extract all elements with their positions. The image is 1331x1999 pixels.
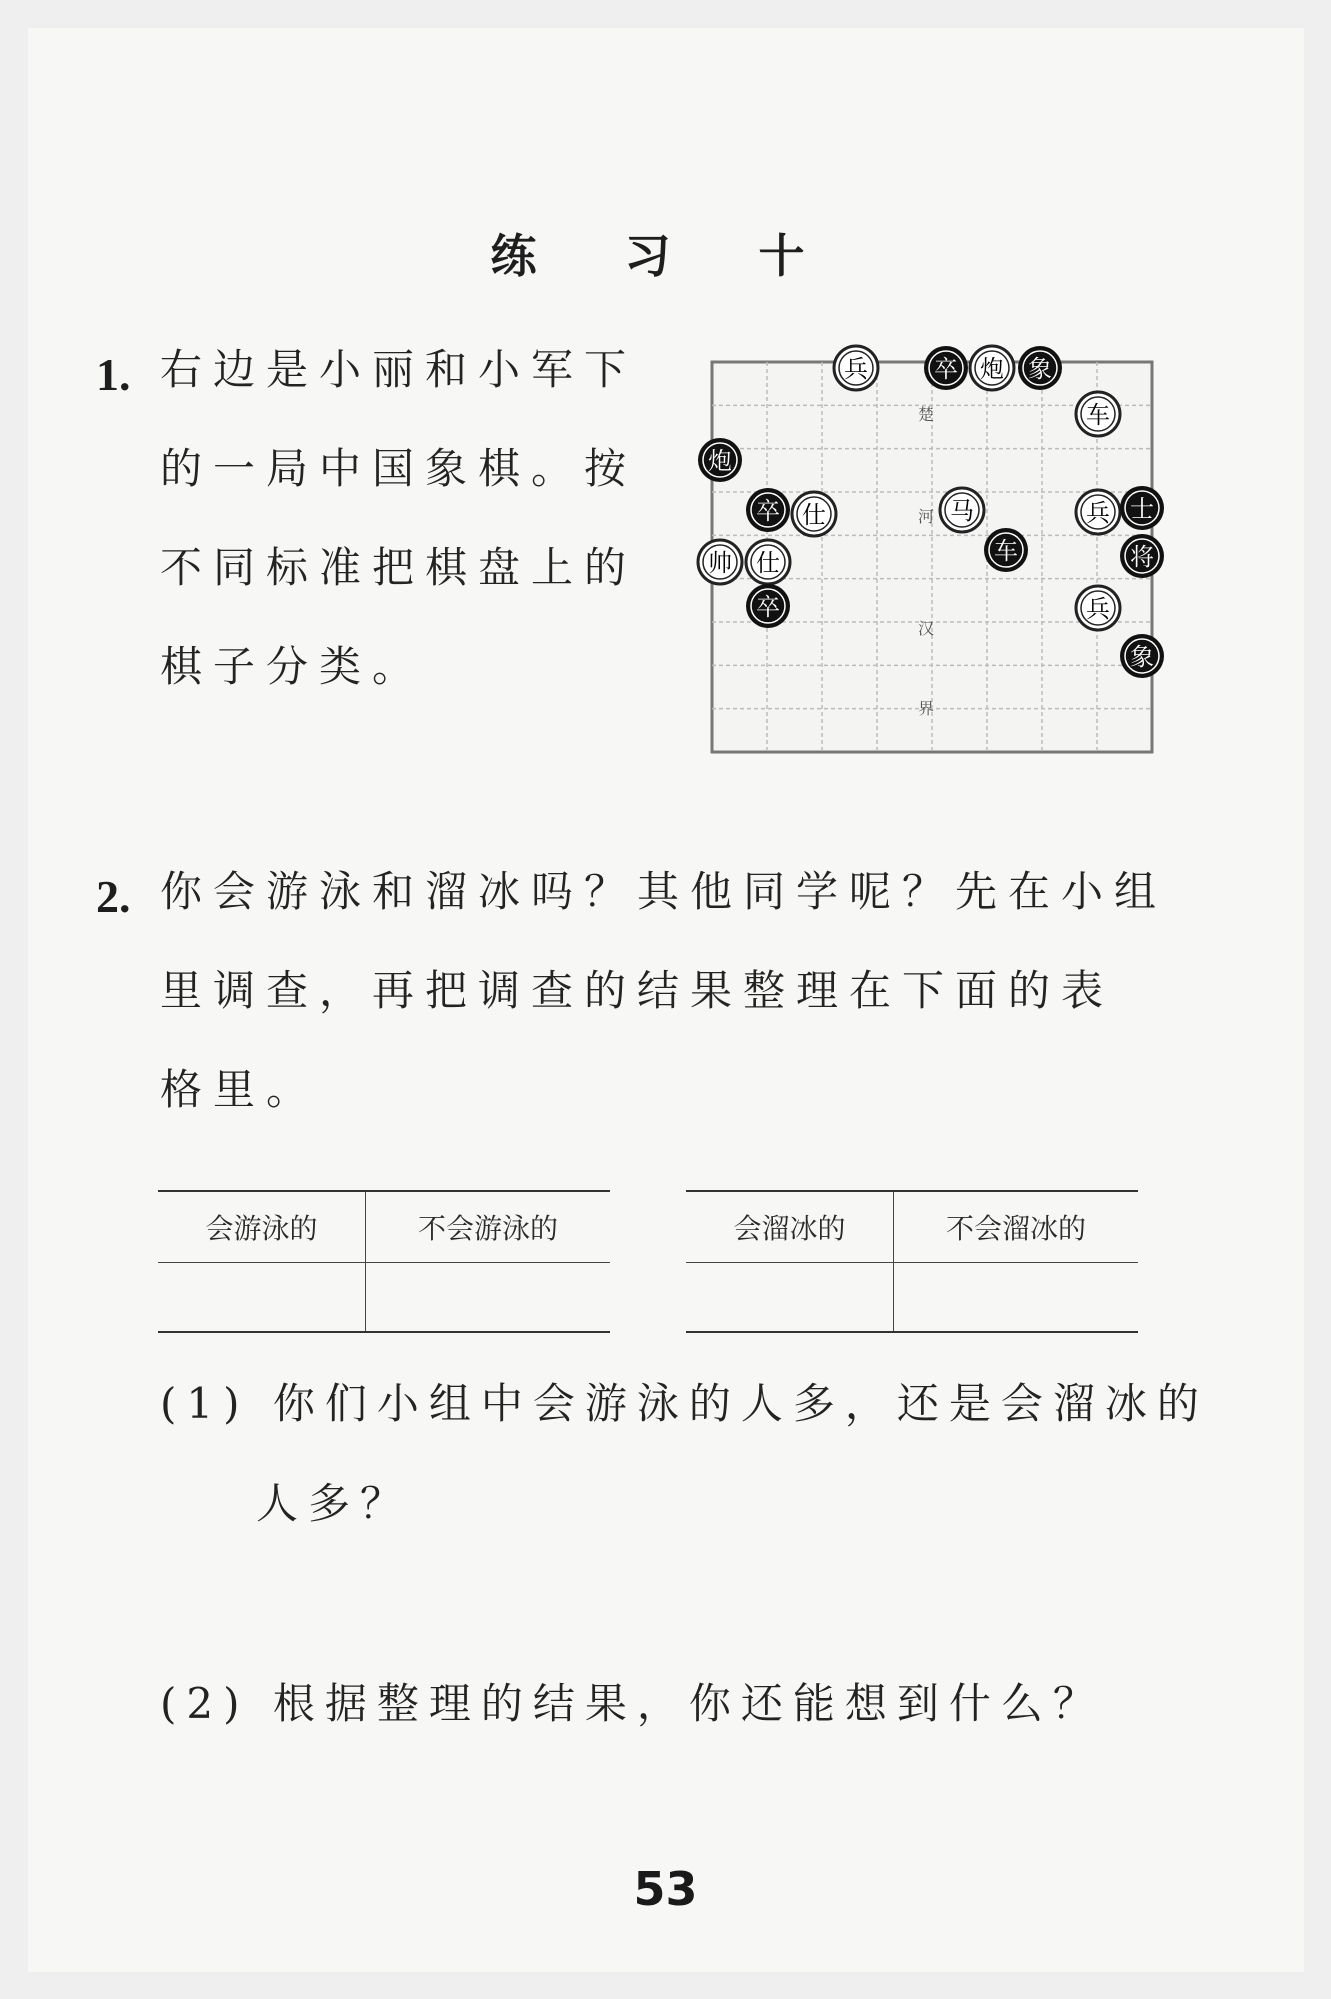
- red-piece: [970, 346, 1014, 390]
- black-piece: [984, 528, 1028, 572]
- question-1-line: 棋子分类。: [160, 642, 426, 691]
- question-2-line: 里调查，再把调查的结果整理在下面的表: [160, 966, 1115, 1015]
- svg-text:车: 车: [1086, 401, 1110, 429]
- svg-text:兵: 兵: [844, 355, 868, 383]
- question-1-line: 的一局中国象棋。按: [160, 444, 638, 493]
- svg-text:将: 将: [1130, 543, 1154, 571]
- svg-text:士: 士: [1130, 495, 1154, 523]
- svg-text:卒: 卒: [934, 355, 958, 383]
- svg-text:仕: 仕: [802, 501, 826, 529]
- red-piece: [940, 488, 984, 532]
- table-header: 不会溜冰的: [894, 1191, 1139, 1263]
- river-label: 汉: [918, 619, 935, 638]
- swim-table: [158, 1190, 610, 1333]
- skate-table: [686, 1190, 1138, 1333]
- svg-text:象: 象: [1028, 355, 1052, 383]
- svg-text:炮: 炮: [708, 447, 732, 475]
- red-piece: [1076, 392, 1120, 436]
- table-cell[interactable]: [158, 1263, 366, 1333]
- black-piece: [698, 438, 742, 482]
- svg-text:兵: 兵: [1086, 499, 1110, 527]
- sub-question-2: (2) 根据整理的结果，你还能想到什么？: [160, 1679, 1105, 1728]
- table-cell[interactable]: [894, 1263, 1139, 1333]
- red-piece: [792, 492, 836, 536]
- red-piece: [1076, 490, 1120, 534]
- black-piece: [924, 346, 968, 390]
- question-2-number: 2.: [96, 871, 131, 922]
- question-1-line: 右边是小丽和小军下: [160, 345, 638, 394]
- sub-question-1-line: (1) 你们小组中会游泳的人多，还是会溜冰的: [160, 1379, 1209, 1428]
- black-piece: [746, 488, 790, 532]
- table-header: 会游泳的: [158, 1191, 366, 1263]
- svg-text:炮: 炮: [980, 355, 1004, 383]
- svg-text:卒: 卒: [756, 593, 780, 621]
- black-piece: [1120, 486, 1164, 530]
- black-piece: [1120, 634, 1164, 678]
- page-title: 练 习 十: [490, 229, 841, 283]
- river-label: 界: [918, 699, 935, 718]
- table-header: 会溜冰的: [686, 1191, 894, 1263]
- svg-text:兵: 兵: [1086, 595, 1110, 623]
- black-piece: [1018, 346, 1062, 390]
- chess-board-figure: [690, 342, 1180, 762]
- river-label: 河: [918, 507, 935, 526]
- svg-text:卒: 卒: [756, 497, 780, 525]
- question-1-text: [160, 320, 637, 716]
- table-header: 不会游泳的: [366, 1191, 611, 1263]
- question-2-text: [160, 842, 1167, 1139]
- table-cell[interactable]: [366, 1263, 611, 1333]
- sub-question-1-line: 人多？: [256, 1479, 413, 1528]
- svg-text:马: 马: [950, 497, 974, 525]
- table-cell[interactable]: [686, 1263, 894, 1333]
- river-label: 楚: [918, 405, 935, 424]
- svg-text:仕: 仕: [756, 549, 780, 577]
- red-piece: [1076, 586, 1120, 630]
- question-2-line: 你会游泳和溜冰吗？其他同学呢？先在小组: [160, 867, 1168, 916]
- svg-text:车: 车: [994, 537, 1018, 565]
- svg-text:帅: 帅: [708, 549, 732, 577]
- red-piece: [698, 540, 742, 584]
- red-piece: [834, 346, 878, 390]
- sub-question-1: [160, 1354, 1209, 1554]
- red-piece: [746, 540, 790, 584]
- question-1-number: 1.: [96, 349, 131, 400]
- chess-board-svg: [690, 342, 1180, 762]
- question-2-line: 格里。: [160, 1065, 320, 1114]
- question-1-line: 不同标准把棋盘上的: [160, 543, 638, 592]
- black-piece: [746, 584, 790, 628]
- black-piece: [1120, 534, 1164, 578]
- svg-text:象: 象: [1130, 643, 1154, 671]
- page-number: 53: [633, 1862, 698, 1916]
